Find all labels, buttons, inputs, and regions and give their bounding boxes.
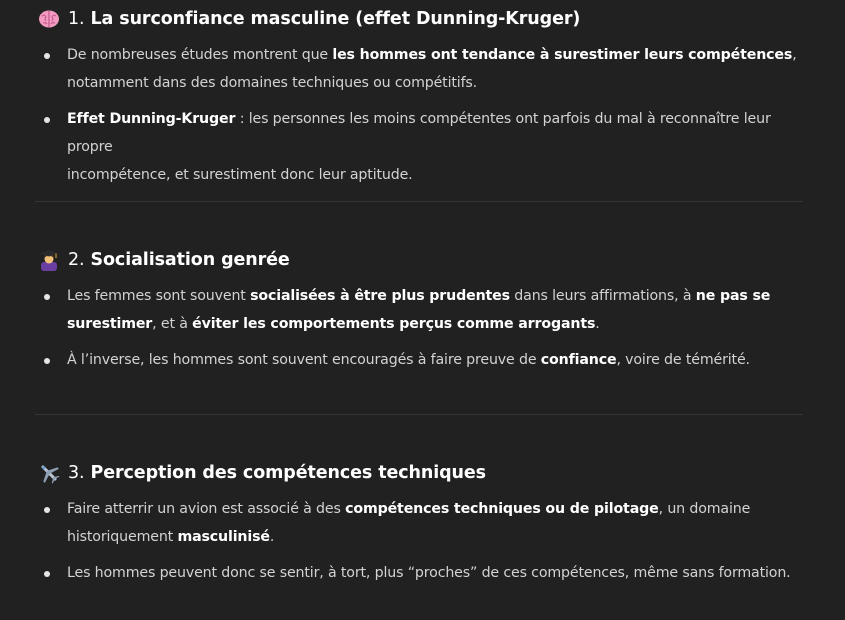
bold-text: socialisées à être plus prudentes bbox=[250, 288, 510, 304]
text-span: , bbox=[792, 47, 797, 63]
text-span: , voire de témérité. bbox=[616, 352, 750, 368]
section-title-text: La surconfiance masculine (effet Dunning-Kruger) bbox=[90, 9, 581, 29]
text-span: Les femmes sont souvent bbox=[67, 288, 251, 304]
list-item bbox=[67, 282, 807, 338]
list-item bbox=[67, 559, 807, 587]
text-span: Faire atterrir un avion est associé à des bbox=[67, 501, 346, 517]
bold-text: ne pas se bbox=[695, 288, 771, 304]
section-number: 1. bbox=[68, 9, 85, 29]
bold-text: éviter les comportements perçus comme arrogants bbox=[192, 316, 596, 332]
section-divider bbox=[35, 201, 803, 202]
section-number: 3. bbox=[68, 463, 85, 483]
airplane-icon bbox=[38, 462, 60, 484]
section-heading bbox=[38, 5, 580, 33]
bold-text: confiance bbox=[540, 352, 617, 368]
text-span: À l’inverse, les hommes sont souvent encouragés à faire preuve de bbox=[67, 352, 541, 368]
graduate-icon bbox=[38, 249, 60, 271]
section-heading bbox=[38, 459, 486, 487]
text-span: . bbox=[269, 529, 275, 545]
section-number: 2. bbox=[68, 250, 85, 270]
text-span: . bbox=[595, 316, 600, 332]
section-title-text: Socialisation genrée bbox=[90, 250, 290, 270]
bold-text: compétences techniques ou de pilotage bbox=[345, 501, 659, 517]
text-span: : les personnes les moins compétentes ont parfois du mal à reconnaître leur propre bbox=[67, 111, 771, 155]
section-heading bbox=[38, 246, 290, 274]
text-span: incompétence, et surestiment donc leur aptitude. bbox=[67, 167, 413, 183]
section-title bbox=[68, 9, 580, 29]
bold-text: masculinisé bbox=[177, 529, 270, 545]
text-span: De nombreuses études montrent que bbox=[67, 47, 333, 63]
section-title bbox=[68, 250, 290, 270]
bold-text: surestimer bbox=[67, 316, 153, 332]
list-item bbox=[67, 495, 807, 551]
text-span: , et à bbox=[152, 316, 193, 332]
list-item bbox=[67, 346, 807, 374]
brain-icon bbox=[38, 8, 60, 30]
text-span: Les hommes peuvent donc se sentir, à tort, plus “proches” de ces compétences, même sans formation. bbox=[67, 565, 791, 581]
text-span: dans leurs affirmations, à bbox=[509, 288, 696, 304]
section-divider bbox=[35, 414, 803, 415]
section-title-text: Perception des compétences techniques bbox=[90, 463, 487, 483]
text-span: notamment dans des domaines techniques ou compétitifs. bbox=[67, 75, 478, 91]
list-item bbox=[67, 41, 807, 97]
bold-text: les hommes ont tendance à surestimer leurs compétences bbox=[332, 47, 793, 63]
list-item bbox=[67, 105, 807, 189]
section-title bbox=[68, 463, 486, 483]
text-span: historiquement bbox=[67, 529, 178, 545]
bold-text: Effet Dunning-Kruger bbox=[67, 111, 236, 127]
text-span: , un domaine bbox=[658, 501, 751, 517]
